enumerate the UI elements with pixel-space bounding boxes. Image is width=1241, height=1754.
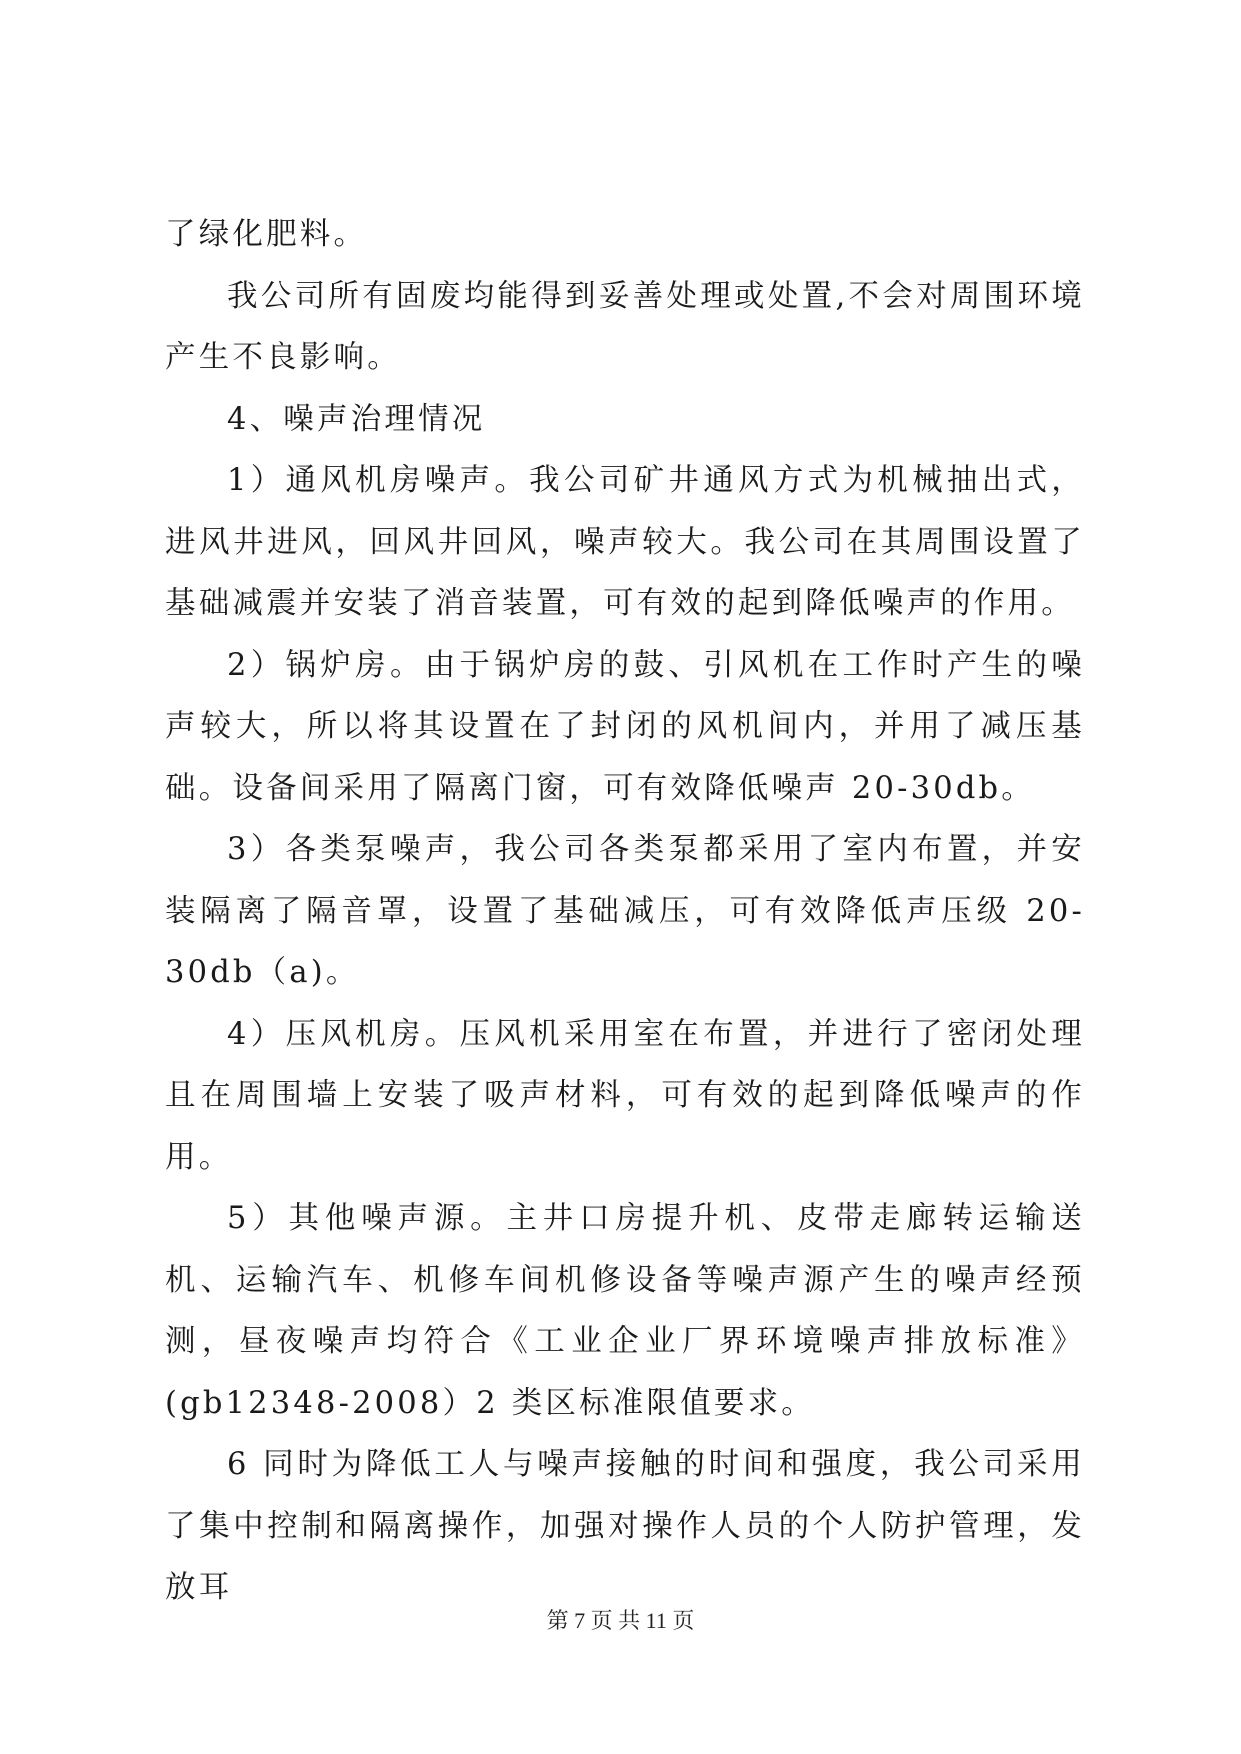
paragraph-compressor-room: 4）压风机房。压风机采用室在布置，并进行了密闭处理且在周围墙上安装了吸声材料，可有效的起到降低噪声的作用。 xyxy=(165,1016,1085,1175)
paragraph-boiler-room: 2）锅炉房。由于锅炉房的鼓、引风机在工作时产生的噪声较大，所以将其设置在了封闭的风机间内，并用了减压基础。设备间采用了隔离门窗，可有效降低噪声 20-30db。 xyxy=(165,647,1085,806)
paragraph-2: 我公司所有固废均能得到妥善处理或处置,不会对周围环境产生不良影响。 xyxy=(165,278,1085,375)
page-footer: 第 7 页 共 11 页 xyxy=(546,1608,695,1633)
paragraph-1: 了绿化肥料。 xyxy=(165,217,368,252)
paragraph-worker-protection: 6 同时为降低工人与噪声接触的时间和强度，我公司采用了集中控制和隔离操作，加强对操作人员的个人防护管理，发放耳 xyxy=(165,1447,1085,1605)
paragraph-other-noise: 5）其他噪声源。主井口房提升机、皮带走廊转运输送机、运输汽车、机修车间机修设备等噪声源产生的噪声经预测，昼夜噪声均符合《工业企业厂界环境噪声排放标准》(gb12348-2008）2 类区标准限值要求。 xyxy=(165,1201,1085,1421)
paragraph-pump-noise: 3）各类泵噪声，我公司各类泵都采用了室内布置，并安装隔离了隔音罩，设置了基础减压，可有效降低声压级 20-30db（a)。 xyxy=(165,832,1085,990)
document-body xyxy=(165,204,1085,1619)
section-heading-noise: 4、噪声治理情况 xyxy=(227,401,486,437)
paragraph-ventilation-noise: 1）通风机房噪声。我公司矿井通风方式为机械抽出式，进风井进风，回风井回风，噪声较大。我公司在其周围设置了基础减震并安装了消音装置，可有效的起到降低噪声的作用。 xyxy=(165,463,1085,621)
